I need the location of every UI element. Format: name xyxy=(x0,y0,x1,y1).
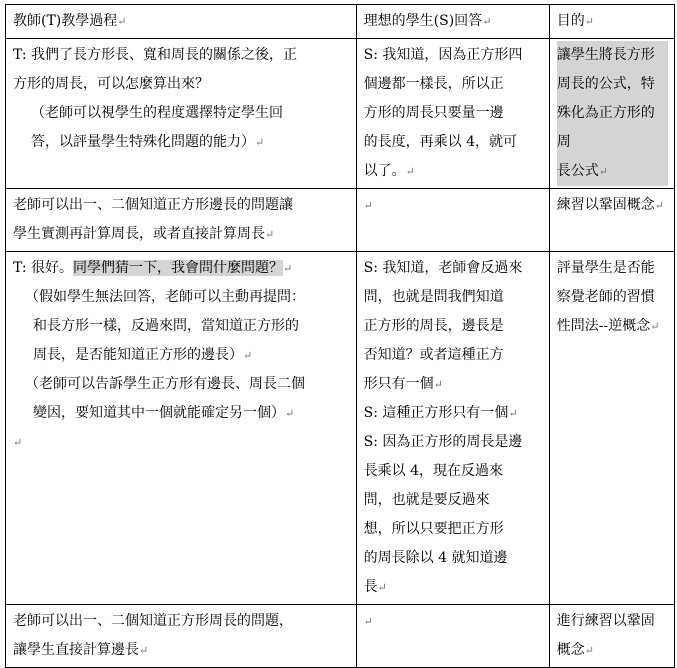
student-answer xyxy=(364,41,543,186)
teacher-cell xyxy=(6,252,357,605)
teacher-note xyxy=(13,99,350,157)
teacher-note xyxy=(13,283,350,370)
text-line: 性問法--逆概念 xyxy=(556,318,651,334)
text-line: 學生實測再計算周長，或者直接計算周長 xyxy=(13,226,265,242)
text-line: 方形的周長只要量一邊 xyxy=(363,105,504,121)
paragraph-mark-icon: ↵ xyxy=(283,262,293,275)
text-line: 殊化為正方形的周 xyxy=(556,105,655,150)
paragraph-mark-icon: ↵ xyxy=(654,199,664,212)
purpose-text-highlighted xyxy=(557,41,668,186)
paragraph-mark-icon: ↵ xyxy=(265,228,275,241)
text-line: 正方形的周長，邊長是 xyxy=(363,318,504,334)
text-line: 變因，要知道其中一個就能確定另一個） xyxy=(33,405,285,421)
text-line: 讓學生直接計算邊長 xyxy=(13,642,139,658)
table-row xyxy=(6,189,675,252)
table-header-row xyxy=(6,5,675,39)
header-teacher-label: 教師(T)教學過程 xyxy=(13,13,118,29)
teacher-note xyxy=(13,370,350,428)
teacher-paragraph xyxy=(13,607,350,665)
teacher-cell xyxy=(6,39,357,189)
paragraph-mark-icon: ↵ xyxy=(482,15,492,28)
text-line: S: 我知道，因為正方形四 xyxy=(363,47,523,63)
text-line: 和長方形一樣，反過來問，當知道正方形的 xyxy=(33,318,299,334)
paragraph-mark-icon: ↵ xyxy=(255,136,265,149)
teacher-paragraph: T: 很好。同學們猜一下，我會問什麼問題？↵ xyxy=(13,260,293,276)
text-line: 形只有一個 xyxy=(363,376,434,392)
text-line: 老師可以出一、二個知道正方形周長的問題， xyxy=(13,613,293,629)
student-cell xyxy=(356,252,549,605)
table-row xyxy=(6,252,675,605)
text-line: 長 xyxy=(363,579,378,595)
paragraph-mark-icon: ↵ xyxy=(363,615,373,628)
paragraph-mark-icon: ↵ xyxy=(598,165,608,178)
text-line: T: 我們了長方形長、寬和周長的關係之後，正 xyxy=(13,47,298,63)
text-line: 否知道？或者這種正方 xyxy=(363,347,504,363)
teacher-paragraph xyxy=(13,41,350,99)
text-line: 評量學生是否能 xyxy=(556,260,655,276)
text-line: 進行練習以鞏固 xyxy=(556,613,655,629)
text-line: 察覺老師的習慣 xyxy=(556,289,655,305)
text-line: S: 因為正方形的周長是邊 xyxy=(363,434,523,450)
student-answer xyxy=(364,428,543,602)
text-line: 的長度，再乘以 4，就可 xyxy=(363,134,518,150)
paragraph-mark-icon: ↵ xyxy=(285,407,295,420)
header-student-label: 理想的學生(S)回答 xyxy=(363,13,483,29)
student-answer xyxy=(364,254,543,399)
paragraph-mark-icon: ↵ xyxy=(433,378,443,391)
paragraph-mark-icon: ↵ xyxy=(377,581,387,594)
text-line: 周長，是否能知道正方形的邊長） xyxy=(33,347,243,363)
purpose-cell xyxy=(549,252,674,605)
text-line: 周長的公式，特 xyxy=(556,76,655,92)
paragraph-mark-icon: ↵ xyxy=(405,165,415,178)
text-line: （老師可以視學生的程度選擇特定學生回 xyxy=(31,105,283,121)
text-line: 個邊都一樣長，所以正 xyxy=(363,76,504,92)
text-line: 問，也就是問我們知道 xyxy=(363,289,504,305)
teacher-paragraph xyxy=(13,191,350,249)
purpose-cell xyxy=(549,39,674,189)
text-line: 答，以評量學生特殊化問題的能力） xyxy=(31,134,255,150)
paragraph-mark-icon: ↵ xyxy=(363,199,373,212)
student-cell xyxy=(356,189,549,252)
paragraph-mark-icon: ↵ xyxy=(243,349,253,362)
purpose-cell xyxy=(549,189,674,252)
text-line: （老師可以告訴學生正方形有邊長、周長二個 xyxy=(25,376,305,392)
header-student-answer xyxy=(356,5,549,39)
highlighted-question: 同學們猜一下，我會問什麼問題？ xyxy=(73,260,284,276)
paragraph-mark-icon: ↵ xyxy=(584,15,594,28)
text-line: 概念 xyxy=(556,642,585,658)
text-line: 老師可以出一、二個知道正方形邊長的問題讓 xyxy=(13,197,293,213)
teacher-cell xyxy=(6,189,357,252)
header-purpose-label: 目的 xyxy=(556,13,585,29)
text-line: 方形的周長，可以怎麼算出來？ xyxy=(13,76,209,92)
paragraph-mark-icon: ↵ xyxy=(13,436,23,449)
text-line: 長乘以 4，現在反過來 xyxy=(363,463,504,479)
text-line: 長公式 xyxy=(556,163,599,179)
text-line: 的周長除以 4 就知道邊 xyxy=(363,550,508,566)
text-line: 問，也就是要反過來 xyxy=(363,492,490,508)
paragraph-mark-icon: ↵ xyxy=(139,644,149,657)
text-line: 讓學生將長方形 xyxy=(556,47,655,63)
paragraph-mark-icon: ↵ xyxy=(117,15,127,28)
text-line: （假如學生無法回答，老師可以主動再提問： xyxy=(25,289,305,305)
student-cell xyxy=(356,605,549,668)
lesson-plan-table xyxy=(5,4,675,668)
text-line: S: 這種正方形只有一個 xyxy=(363,405,509,421)
empty-paragraph xyxy=(13,428,350,457)
student-cell xyxy=(356,39,549,189)
student-answer xyxy=(364,399,543,428)
purpose-cell xyxy=(549,605,674,668)
text-line: 練習以鞏固概念 xyxy=(556,197,655,213)
text-line: S: 我知道，老師會反過來 xyxy=(363,260,523,276)
table-row xyxy=(6,605,675,668)
paragraph-mark-icon: ↵ xyxy=(650,320,660,333)
text-line: 以了。 xyxy=(363,163,406,179)
table-row xyxy=(6,39,675,189)
header-teacher-process xyxy=(6,5,357,39)
header-purpose xyxy=(549,5,674,39)
text-line: 想，所以只要把正方形 xyxy=(363,521,504,537)
paragraph-mark-icon: ↵ xyxy=(584,644,594,657)
teacher-cell xyxy=(6,605,357,668)
paragraph-mark-icon: ↵ xyxy=(508,407,518,420)
